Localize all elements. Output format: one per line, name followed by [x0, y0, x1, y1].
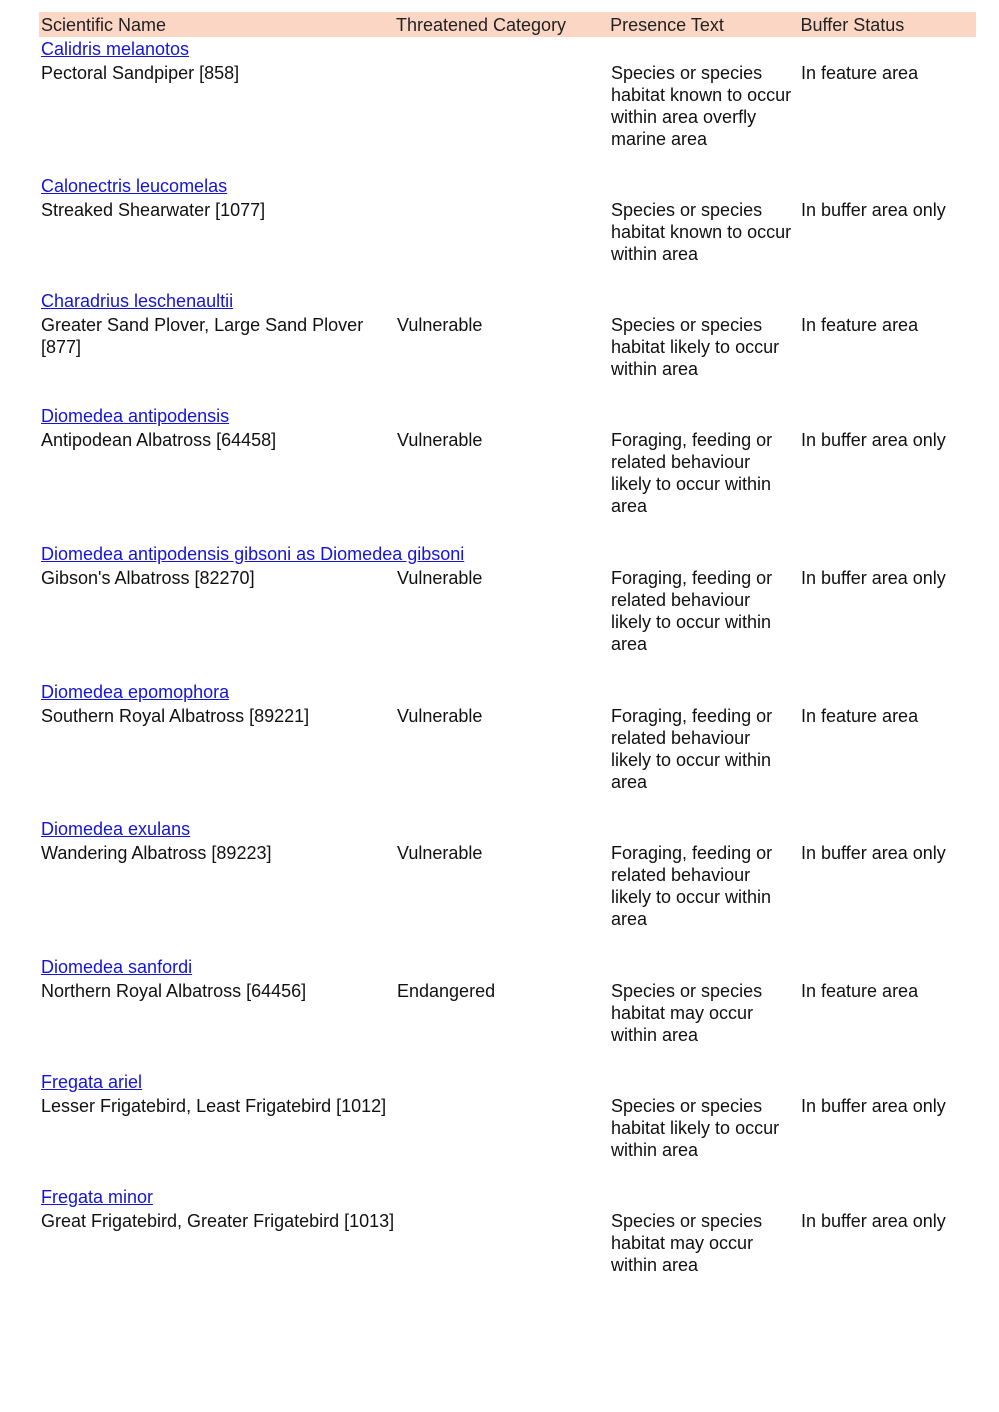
- presence-text: Species or species habitat may occur within area: [611, 1211, 763, 1275]
- header-buffer-status: Buffer Status: [800, 14, 905, 35]
- common-name: Wandering Albatross [89223]: [41, 843, 272, 863]
- header-scientific-name: Scientific Name: [41, 14, 167, 35]
- row-details: [39, 705, 976, 793]
- table-row: [39, 1070, 976, 1185]
- scientific-name-link[interactable]: Diomedea epomophora: [41, 682, 230, 702]
- threatened-category: Vulnerable: [397, 315, 483, 335]
- buffer-status: In feature area: [801, 981, 919, 1001]
- common-name: Pectoral Sandpiper [858]: [41, 63, 240, 83]
- presence-text: Species or species habitat known to occur within area: [611, 200, 792, 264]
- buffer-status: In buffer area only: [801, 200, 946, 220]
- scientific-name-link[interactable]: Fregata minor: [41, 1187, 154, 1207]
- scientific-name-link[interactable]: Diomedea sanfordi: [41, 957, 193, 977]
- threatened-category: Vulnerable: [397, 430, 483, 450]
- common-name: Greater Sand Plover, Large Sand Plover [877]: [41, 315, 364, 357]
- scientific-name-link[interactable]: Calidris melanotos: [41, 39, 190, 59]
- row-details: [39, 567, 976, 655]
- threatened-category: Vulnerable: [397, 568, 483, 588]
- row-details: [39, 1095, 976, 1161]
- row-details: [39, 1210, 976, 1276]
- table-row: [39, 680, 976, 817]
- presence-text: Foraging, feeding or related behaviour likely to occur within area: [611, 430, 773, 516]
- header-threatened-category: Threatened Category: [395, 14, 567, 35]
- common-name: Southern Royal Albatross [89221]: [41, 706, 310, 726]
- presence-text: Species or species habitat known to occur within area overfly marine area: [611, 63, 792, 149]
- presence-text: Foraging, feeding or related behaviour likely to occur within area: [611, 706, 773, 792]
- scientific-name-link[interactable]: Diomedea antipodensis gibsoni as Diomedea gibsoni: [41, 544, 465, 564]
- scientific-name-link[interactable]: Fregata ariel: [41, 1072, 143, 1092]
- common-name: Antipodean Albatross [64458]: [41, 430, 277, 450]
- presence-text: Species or species habitat likely to occur within area: [611, 315, 780, 379]
- table-row: [39, 817, 976, 955]
- scientific-name-link[interactable]: Diomedea antipodensis: [41, 406, 230, 426]
- table-row: [39, 289, 976, 404]
- species-table: [39, 12, 976, 1300]
- scientific-name-link[interactable]: Calonectris leucomelas: [41, 176, 228, 196]
- threatened-category: Endangered: [397, 981, 496, 1001]
- row-details: [39, 199, 976, 265]
- buffer-status: In buffer area only: [801, 843, 946, 863]
- presence-text: Species or species habitat may occur within area: [611, 981, 763, 1045]
- common-name: Lesser Frigatebird, Least Frigatebird [1012]: [41, 1096, 387, 1116]
- row-details: [39, 842, 976, 930]
- row-details: [39, 314, 976, 380]
- buffer-status: In feature area: [801, 315, 919, 335]
- presence-text: Species or species habitat likely to occur within area: [611, 1096, 780, 1160]
- table-row: [39, 404, 976, 542]
- buffer-status: In buffer area only: [801, 1211, 946, 1231]
- buffer-status: In buffer area only: [801, 568, 946, 588]
- table-row: [39, 542, 976, 680]
- scientific-name-link[interactable]: Charadrius leschenaultii: [41, 291, 234, 311]
- common-name: Northern Royal Albatross [64456]: [41, 981, 307, 1001]
- table-header: [39, 12, 976, 37]
- presence-text: Foraging, feeding or related behaviour likely to occur within area: [611, 568, 773, 654]
- common-name: Great Frigatebird, Greater Frigatebird [1013]: [41, 1211, 395, 1231]
- row-details: [39, 62, 976, 150]
- common-name: Gibson's Albatross [82270]: [41, 568, 255, 588]
- row-details: [39, 429, 976, 517]
- common-name: Streaked Shearwater [1077]: [41, 200, 266, 220]
- buffer-status: In feature area: [801, 706, 919, 726]
- table-row: [39, 37, 976, 174]
- threatened-category: Vulnerable: [397, 706, 483, 726]
- table-row: [39, 1185, 976, 1300]
- buffer-status: In feature area: [801, 63, 919, 83]
- table-row: [39, 955, 976, 1070]
- header-presence-text: Presence Text: [610, 14, 724, 35]
- threatened-category: Vulnerable: [397, 843, 483, 863]
- scientific-name-link[interactable]: Diomedea exulans: [41, 819, 191, 839]
- presence-text: Foraging, feeding or related behaviour likely to occur within area: [611, 843, 773, 929]
- buffer-status: In buffer area only: [801, 1096, 946, 1116]
- buffer-status: In buffer area only: [801, 430, 946, 450]
- table-row: [39, 174, 976, 289]
- row-details: [39, 980, 976, 1046]
